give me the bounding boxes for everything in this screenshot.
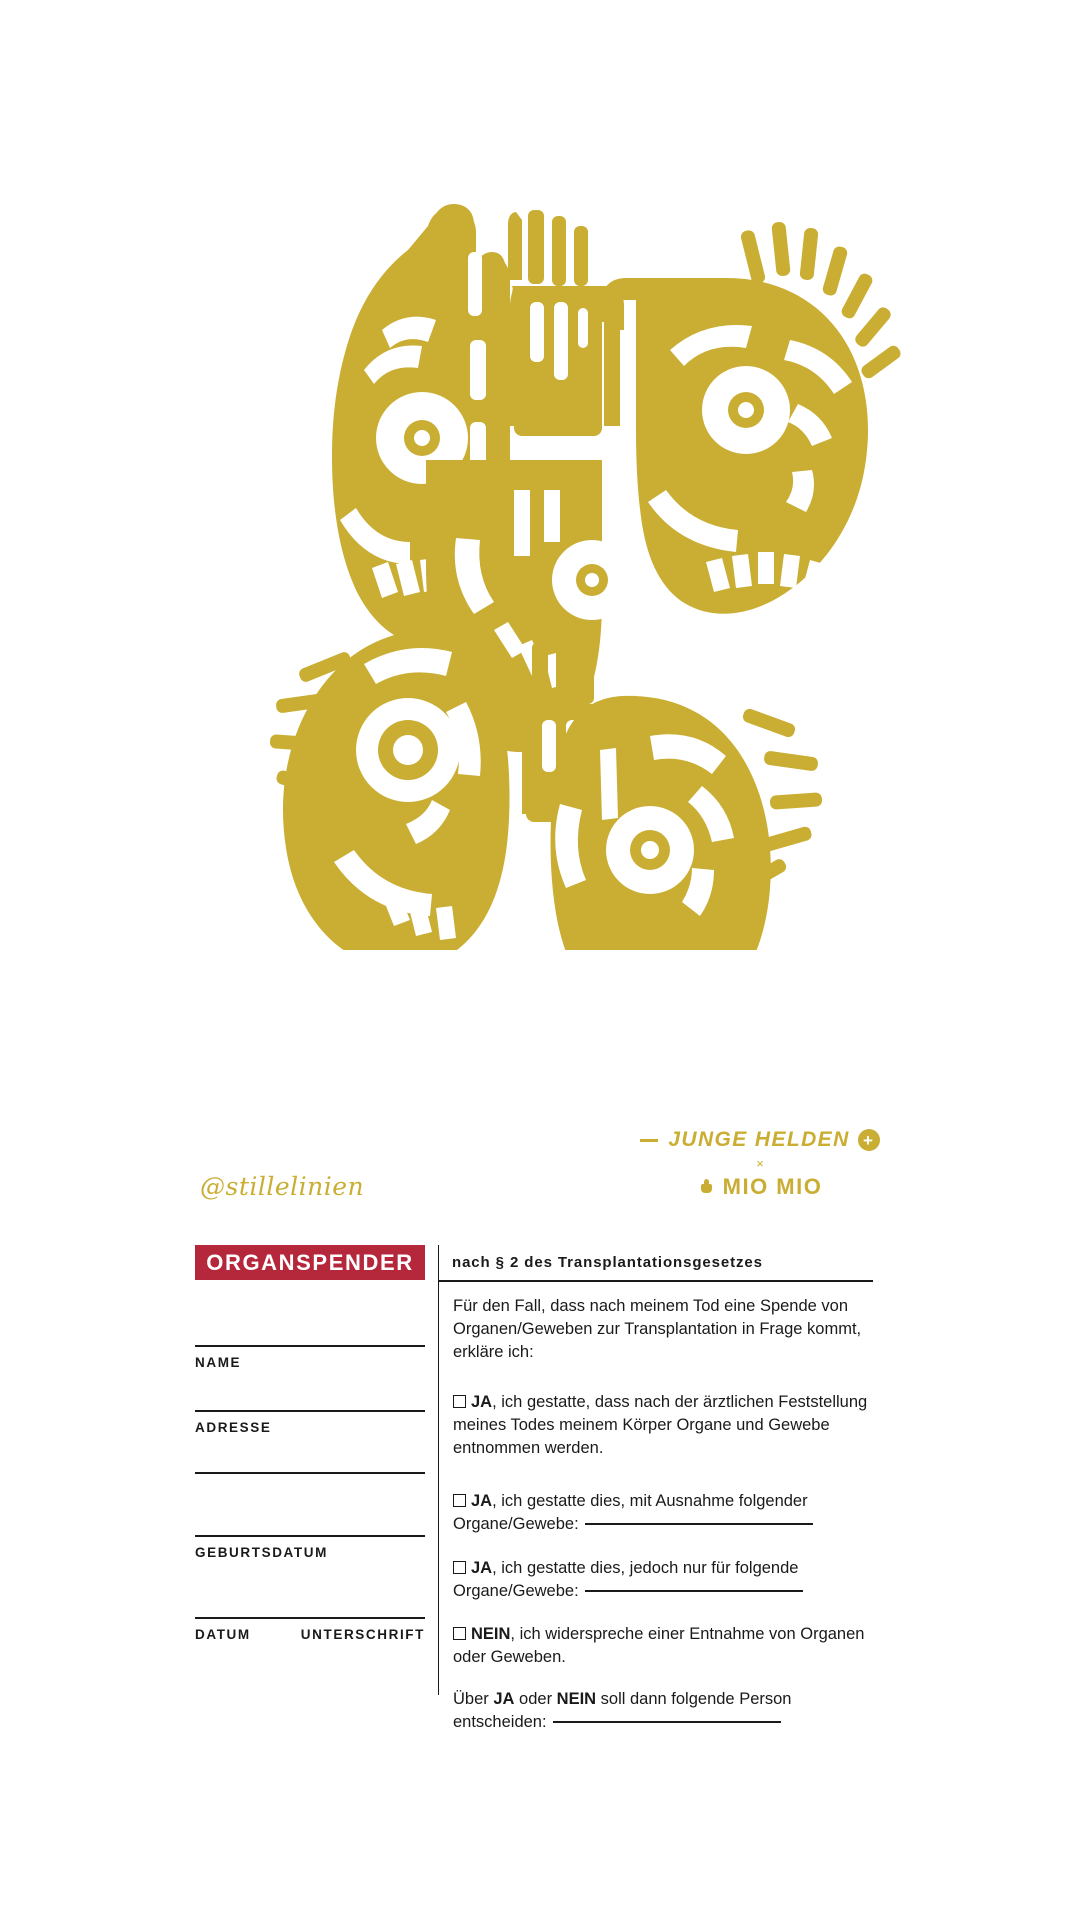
- option-4-strong: NEIN: [471, 1625, 511, 1643]
- decision-suffix: soll dann folgende Person entscheiden:: [453, 1690, 792, 1731]
- option-3-text: , ich gestatte dies, jedoch nur für folgende Organe/Gewebe:: [453, 1559, 799, 1600]
- option-nein[interactable]: [453, 1623, 873, 1669]
- checkbox-icon-ja-except[interactable]: [453, 1494, 466, 1507]
- bottle-icon: [698, 1179, 715, 1196]
- decision-write-line[interactable]: [553, 1721, 781, 1723]
- decision-ja: JA: [493, 1690, 515, 1708]
- brand-cross-symbol: ×: [756, 1156, 764, 1171]
- brand-collaboration: [640, 1128, 880, 1200]
- option-1-strong: JA: [471, 1393, 493, 1411]
- checkbox-icon-nein[interactable]: [453, 1627, 466, 1640]
- dash-icon: [640, 1139, 658, 1142]
- checkbox-icon-ja-only[interactable]: [453, 1561, 466, 1574]
- card-right-column: [438, 1245, 873, 1731]
- field-adresse-second-line[interactable]: [195, 1472, 425, 1474]
- option-3-write-line[interactable]: [585, 1590, 803, 1592]
- artist-handle: @stillelinien: [200, 1172, 365, 1201]
- adresse-write-line-2[interactable]: [195, 1472, 425, 1474]
- geburtsdatum-write-line[interactable]: [195, 1535, 425, 1537]
- field-name[interactable]: [195, 1345, 425, 1370]
- field-datum-unterschrift[interactable]: [195, 1617, 425, 1642]
- brand-primary-label: JUNGE HELDEN: [668, 1128, 850, 1151]
- datum-unterschrift-labels: [195, 1627, 425, 1642]
- option-2-strong: JA: [471, 1492, 493, 1510]
- law-reference: nach § 2 des Transplantationsgesetzes: [452, 1254, 763, 1271]
- decision-nein: NEIN: [556, 1690, 597, 1708]
- geburtsdatum-label: GEBURTSDATUM: [195, 1544, 328, 1560]
- medical-plus-icon: +: [858, 1129, 880, 1151]
- adresse-label: ADRESSE: [195, 1419, 272, 1435]
- card-left-column: [195, 1245, 438, 1695]
- option-4-text: , ich widerspreche einer Entnahme von Organen oder Geweben.: [453, 1625, 865, 1666]
- organ-illustration: [150, 190, 940, 950]
- option-3-strong: JA: [471, 1559, 493, 1577]
- decision-prefix: Über: [453, 1690, 494, 1708]
- option-2-write-line[interactable]: [585, 1523, 813, 1525]
- decision-person[interactable]: [453, 1688, 873, 1734]
- adresse-write-line[interactable]: [195, 1410, 425, 1412]
- brand-secondary-label: MIO MIO: [722, 1174, 823, 1199]
- option-2-text: , ich gestatte dies, mit Ausnahme folgender Organe/Gewebe:: [453, 1492, 808, 1533]
- datum-label: DATUM: [195, 1626, 251, 1642]
- option-ja-all[interactable]: [453, 1391, 873, 1459]
- field-geburtsdatum[interactable]: [195, 1535, 425, 1560]
- unterschrift-label: UNTERSCHRIFT: [300, 1626, 425, 1642]
- name-write-line[interactable]: [195, 1345, 425, 1347]
- field-adresse[interactable]: [195, 1410, 425, 1435]
- brand-mio-mio: [640, 1174, 880, 1200]
- declaration-intro: Für den Fall, dass nach meinem Tod eine Spende von Organen/Geweben zur Transplantation in Frage kommt, erkläre ich:: [453, 1297, 862, 1361]
- option-ja-only[interactable]: [453, 1557, 873, 1603]
- brand-junge-helden: [640, 1128, 880, 1152]
- decision-or: oder: [514, 1690, 557, 1708]
- name-label: NAME: [195, 1354, 242, 1370]
- option-1-text: , ich gestatte, dass nach der ärztlichen Feststellung meines Todes meinem Körper Organe und Gewebe entnommen werden.: [453, 1393, 868, 1457]
- checkbox-icon-ja-all[interactable]: [453, 1395, 466, 1408]
- card-title-badge: ORGANSPENDER: [195, 1245, 425, 1280]
- datum-unterschrift-write-line[interactable]: [195, 1617, 425, 1619]
- organ-donor-card: [195, 1245, 873, 1731]
- option-ja-except[interactable]: [453, 1490, 873, 1536]
